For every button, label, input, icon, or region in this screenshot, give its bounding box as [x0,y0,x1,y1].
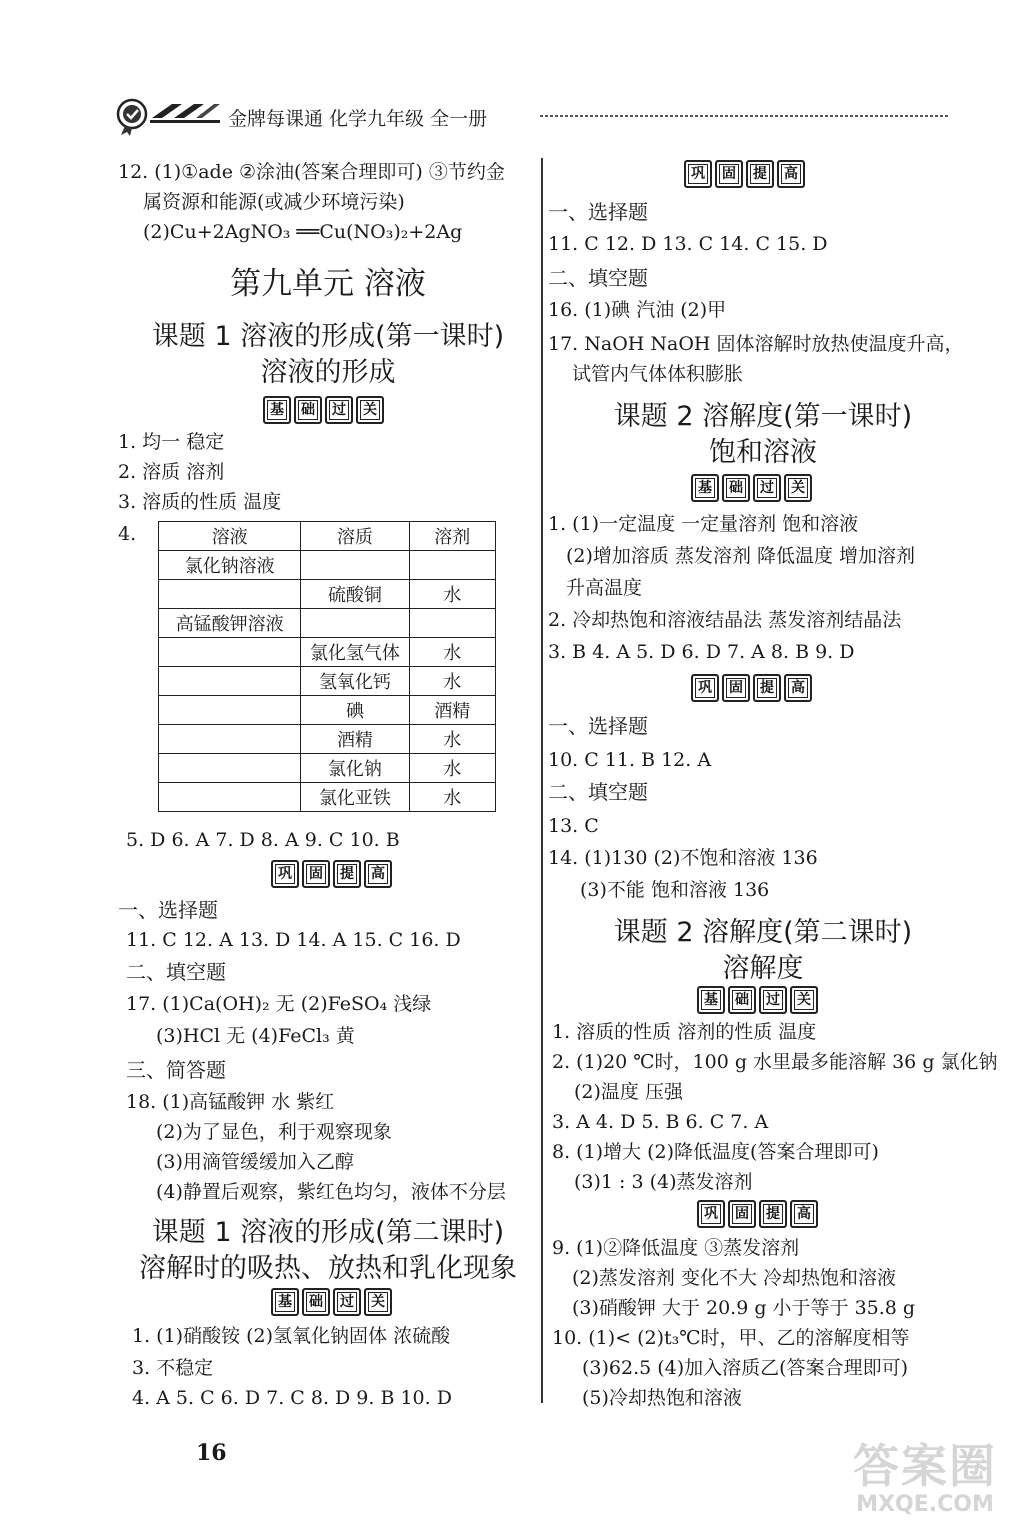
table-row [159,725,496,754]
badge-char: 基 [271,1288,299,1316]
unit-title: 第九单元 溶液 [230,266,426,302]
watermark-text: 答案圈 [853,1439,997,1493]
table-cell [159,667,301,696]
c13: 13. C [548,815,599,837]
table-cell: 碘 [301,696,409,725]
r-section-choice: 一、选择题 [548,200,648,224]
answer-b4-10: 4. A 5. C 6. D 7. C 8. D 9. B 10. D [132,1387,452,1409]
d3-7: 3. A 4. D 5. B 6. C 7. A [552,1111,769,1133]
table-header: 溶液 [159,522,301,551]
badge-char: 固 [302,860,330,888]
header-title: 金牌每课通 化学九年级 全一册 [228,108,488,130]
lesson1b-subtitle: 溶解时的吸热、放热和乳化现象 [139,1253,517,1284]
d8-line2: (3)1 : 3 (4)蒸发溶剂 [574,1171,753,1193]
table-row [159,696,496,725]
header-rule [540,112,950,120]
table-row [159,783,496,812]
column-divider [541,158,543,1403]
table-cell [159,580,301,609]
medal-logo [112,96,222,136]
d1: 1. 溶质的性质 溶剂的性质 温度 [552,1021,817,1043]
badge-char: 关 [356,396,384,424]
c14-line1: 14. (1)130 (2)不饱和溶液 136 [548,847,818,869]
d9-line3: (3)硝酸钾 大于 20.9 g 小于等于 35.8 g [572,1297,916,1319]
table-cell: 氯化氢气体 [301,638,409,667]
badge-char: 提 [333,860,361,888]
basic-badge-r [691,474,812,502]
d10-line3: (5)冷却热饱和溶液 [582,1387,742,1409]
r-answer-17-line1: 17. NaOH NaOH 固体溶解时放热使温度升高， [548,333,964,355]
badge-char: 础 [728,986,756,1014]
answer-11-16: 11. C 12. A 13. D 14. A 15. C 16. D [126,929,461,951]
table-cell: 水 [409,725,496,754]
table-cell: 水 [409,580,496,609]
c10-12: 10. C 11. B 12. A [548,749,712,771]
badge-char: 基 [263,396,291,424]
table-cell [409,551,496,580]
table-cell: 氯化亚铁 [301,783,409,812]
badge-char: 关 [364,1288,392,1316]
table-header: 溶剂 [409,522,496,551]
table-cell [159,754,301,783]
badge-char: 过 [325,396,353,424]
table-cell: 氢氧化钙 [301,667,409,696]
lesson2b-title: 课题 2 溶解度(第二课时) [613,917,913,948]
c1-line3: 升高温度 [566,577,643,599]
table-header-row [159,522,496,551]
table-row [159,638,496,667]
badge-char: 巩 [697,1200,725,1228]
d9-line2: (2)蒸发溶剂 变化不大 冷却热饱和溶液 [572,1267,896,1289]
d2-line1: 2. (1)20 ℃时，100 g 水里最多能溶解 36 g 氯化钠 [552,1051,998,1073]
badge-char: 固 [715,160,743,188]
answer-b1: 1. (1)硝酸铵 (2)氢氧化钠固体 浓硫酸 [132,1325,451,1347]
c14-line2: (3)不能 饱和溶液 136 [580,879,770,901]
c3-9: 3. B 4. A 5. D 6. D 7. A 8. B 9. D [548,641,855,663]
table-row [159,580,496,609]
badge-char: 基 [697,986,725,1014]
answer-5-10: 5. D 6. A 7. D 8. A 9. C 10. B [126,829,400,851]
q12-line2: 属资源和能源(或减少环境污染) [143,191,405,213]
solution-table [158,521,496,812]
advanced-badge [271,860,392,888]
table-cell: 酒精 [409,696,496,725]
watermark-logo [840,1440,1010,1517]
watermark-url: MXQE.COM [856,1492,994,1517]
badge-char: 过 [759,986,787,1014]
section-fill: 二、填空题 [126,960,226,984]
answer-3: 3. 溶质的性质 温度 [118,491,282,513]
answer-17-line1: 17. (1)Ca(OH)₂ 无 (2)FeSO₄ 浅绿 [126,993,432,1015]
badge-char: 固 [728,1200,756,1228]
badge-char: 基 [691,474,719,502]
badge-char: 关 [790,986,818,1014]
table-row [159,609,496,638]
q12-line3: (2)Cu+2AgNO₃ ══Cu(NO₃)₂+2Ag [143,221,463,243]
table-cell: 水 [409,638,496,667]
basic-badge-r2 [697,986,818,1014]
answer-4-number: 4. [118,523,137,545]
r-section-choice-2: 一、选择题 [548,714,648,738]
d2-line2: (2)温度 压强 [574,1081,683,1103]
badge-char: 巩 [271,860,299,888]
table-cell: 硫酸铜 [301,580,409,609]
answer-18-line3: (3)用滴管缓缓加入乙醇 [156,1151,354,1173]
advanced-badge-r1 [684,160,805,188]
basic-badge-2 [271,1288,392,1316]
answer-17-line2: (3)HCl 无 (4)FeCl₃ 黄 [156,1025,355,1047]
table-cell [301,551,409,580]
badge-char: 提 [746,160,774,188]
table-cell: 酒精 [301,725,409,754]
table-cell [159,725,301,754]
c2: 2. 冷却热饱和溶液结晶法 蒸发溶剂结晶法 [548,609,902,631]
section-brief: 三、简答题 [126,1058,226,1082]
section-choice: 一、选择题 [118,898,218,922]
answer-1: 1. 均一 稳定 [118,431,225,453]
d8-line1: 8. (1)增大 (2)降低温度(答案合理即可) [552,1141,879,1163]
table-cell: 氯化钠 [301,754,409,783]
badge-char: 过 [753,474,781,502]
table-cell: 水 [409,783,496,812]
table-row [159,754,496,783]
badge-char: 过 [333,1288,361,1316]
table-cell [159,783,301,812]
q12-line1: 12. (1)①ade ②涂油(答案合理即可) ③节约金 [118,161,505,183]
badge-char: 高 [777,160,805,188]
lesson2-subtitle: 饱和溶液 [709,437,817,468]
answer-18-line4: (4)静置后观察，紫红色均匀，液体不分层 [156,1181,506,1203]
table-cell [159,638,301,667]
r-answer-11-15: 11. C 12. D 13. C 14. C 15. D [548,233,828,255]
badge-char: 巩 [684,160,712,188]
table-cell: 水 [409,754,496,783]
table-row [159,551,496,580]
lesson1b-title: 课题 1 溶液的形成(第二课时) [151,1217,505,1248]
badge-char: 础 [294,396,322,424]
answer-18-line2: (2)为了显色，利于观察现象 [156,1121,392,1143]
d10-line1: 10. (1)< (2)t₃℃时，甲、乙的溶解度相等 [552,1327,910,1349]
table-header: 溶质 [301,522,409,551]
lesson2b-subtitle: 溶解度 [722,953,804,984]
badge-char: 关 [784,474,812,502]
r-answer-17-line2: 试管内气体体积膨胀 [572,363,744,385]
d9-line1: 9. (1)②降低温度 ③蒸发溶剂 [552,1237,800,1259]
answer-b3: 3. 不稳定 [132,1357,214,1379]
table-cell: 高锰酸钾溶液 [159,609,301,638]
lesson1-title: 课题 1 溶液的形成(第一课时) [151,321,505,352]
c1-line2: (2)增加溶质 蒸发溶剂 降低温度 增加溶剂 [566,545,916,567]
table-cell [159,696,301,725]
advanced-badge-r2 [691,674,812,702]
lesson2-title: 课题 2 溶解度(第一课时) [613,401,913,432]
table-cell: 氯化钠溶液 [159,551,301,580]
badge-char: 础 [722,474,750,502]
advanced-badge-r3 [697,1200,818,1228]
badge-char: 巩 [691,674,719,702]
badge-char: 提 [759,1200,787,1228]
table-cell [409,609,496,638]
badge-char: 固 [722,674,750,702]
r-section-fill-2: 二、填空题 [548,780,648,804]
answer-18-line1: 18. (1)高锰酸钾 水 紫红 [126,1091,335,1113]
c1-line1: 1. (1)一定温度 一定量溶剂 饱和溶液 [548,513,859,535]
r-answer-16: 16. (1)碘 汽油 (2)甲 [548,299,727,321]
lesson1-subtitle: 溶液的形成 [260,357,396,388]
badge-char: 高 [790,1200,818,1228]
badge-char: 提 [753,674,781,702]
d10-line2: (3)62.5 (4)加入溶质乙(答案合理即可) [582,1357,908,1379]
basic-badge [263,396,384,424]
badge-char: 高 [784,674,812,702]
answer-2: 2. 溶质 溶剂 [118,461,225,483]
table-row [159,667,496,696]
table-cell: 水 [409,667,496,696]
r-section-fill: 二、填空题 [548,266,648,290]
table-cell [301,609,409,638]
page-number: 16 [196,1440,227,1466]
badge-char: 础 [302,1288,330,1316]
badge-char: 高 [364,860,392,888]
